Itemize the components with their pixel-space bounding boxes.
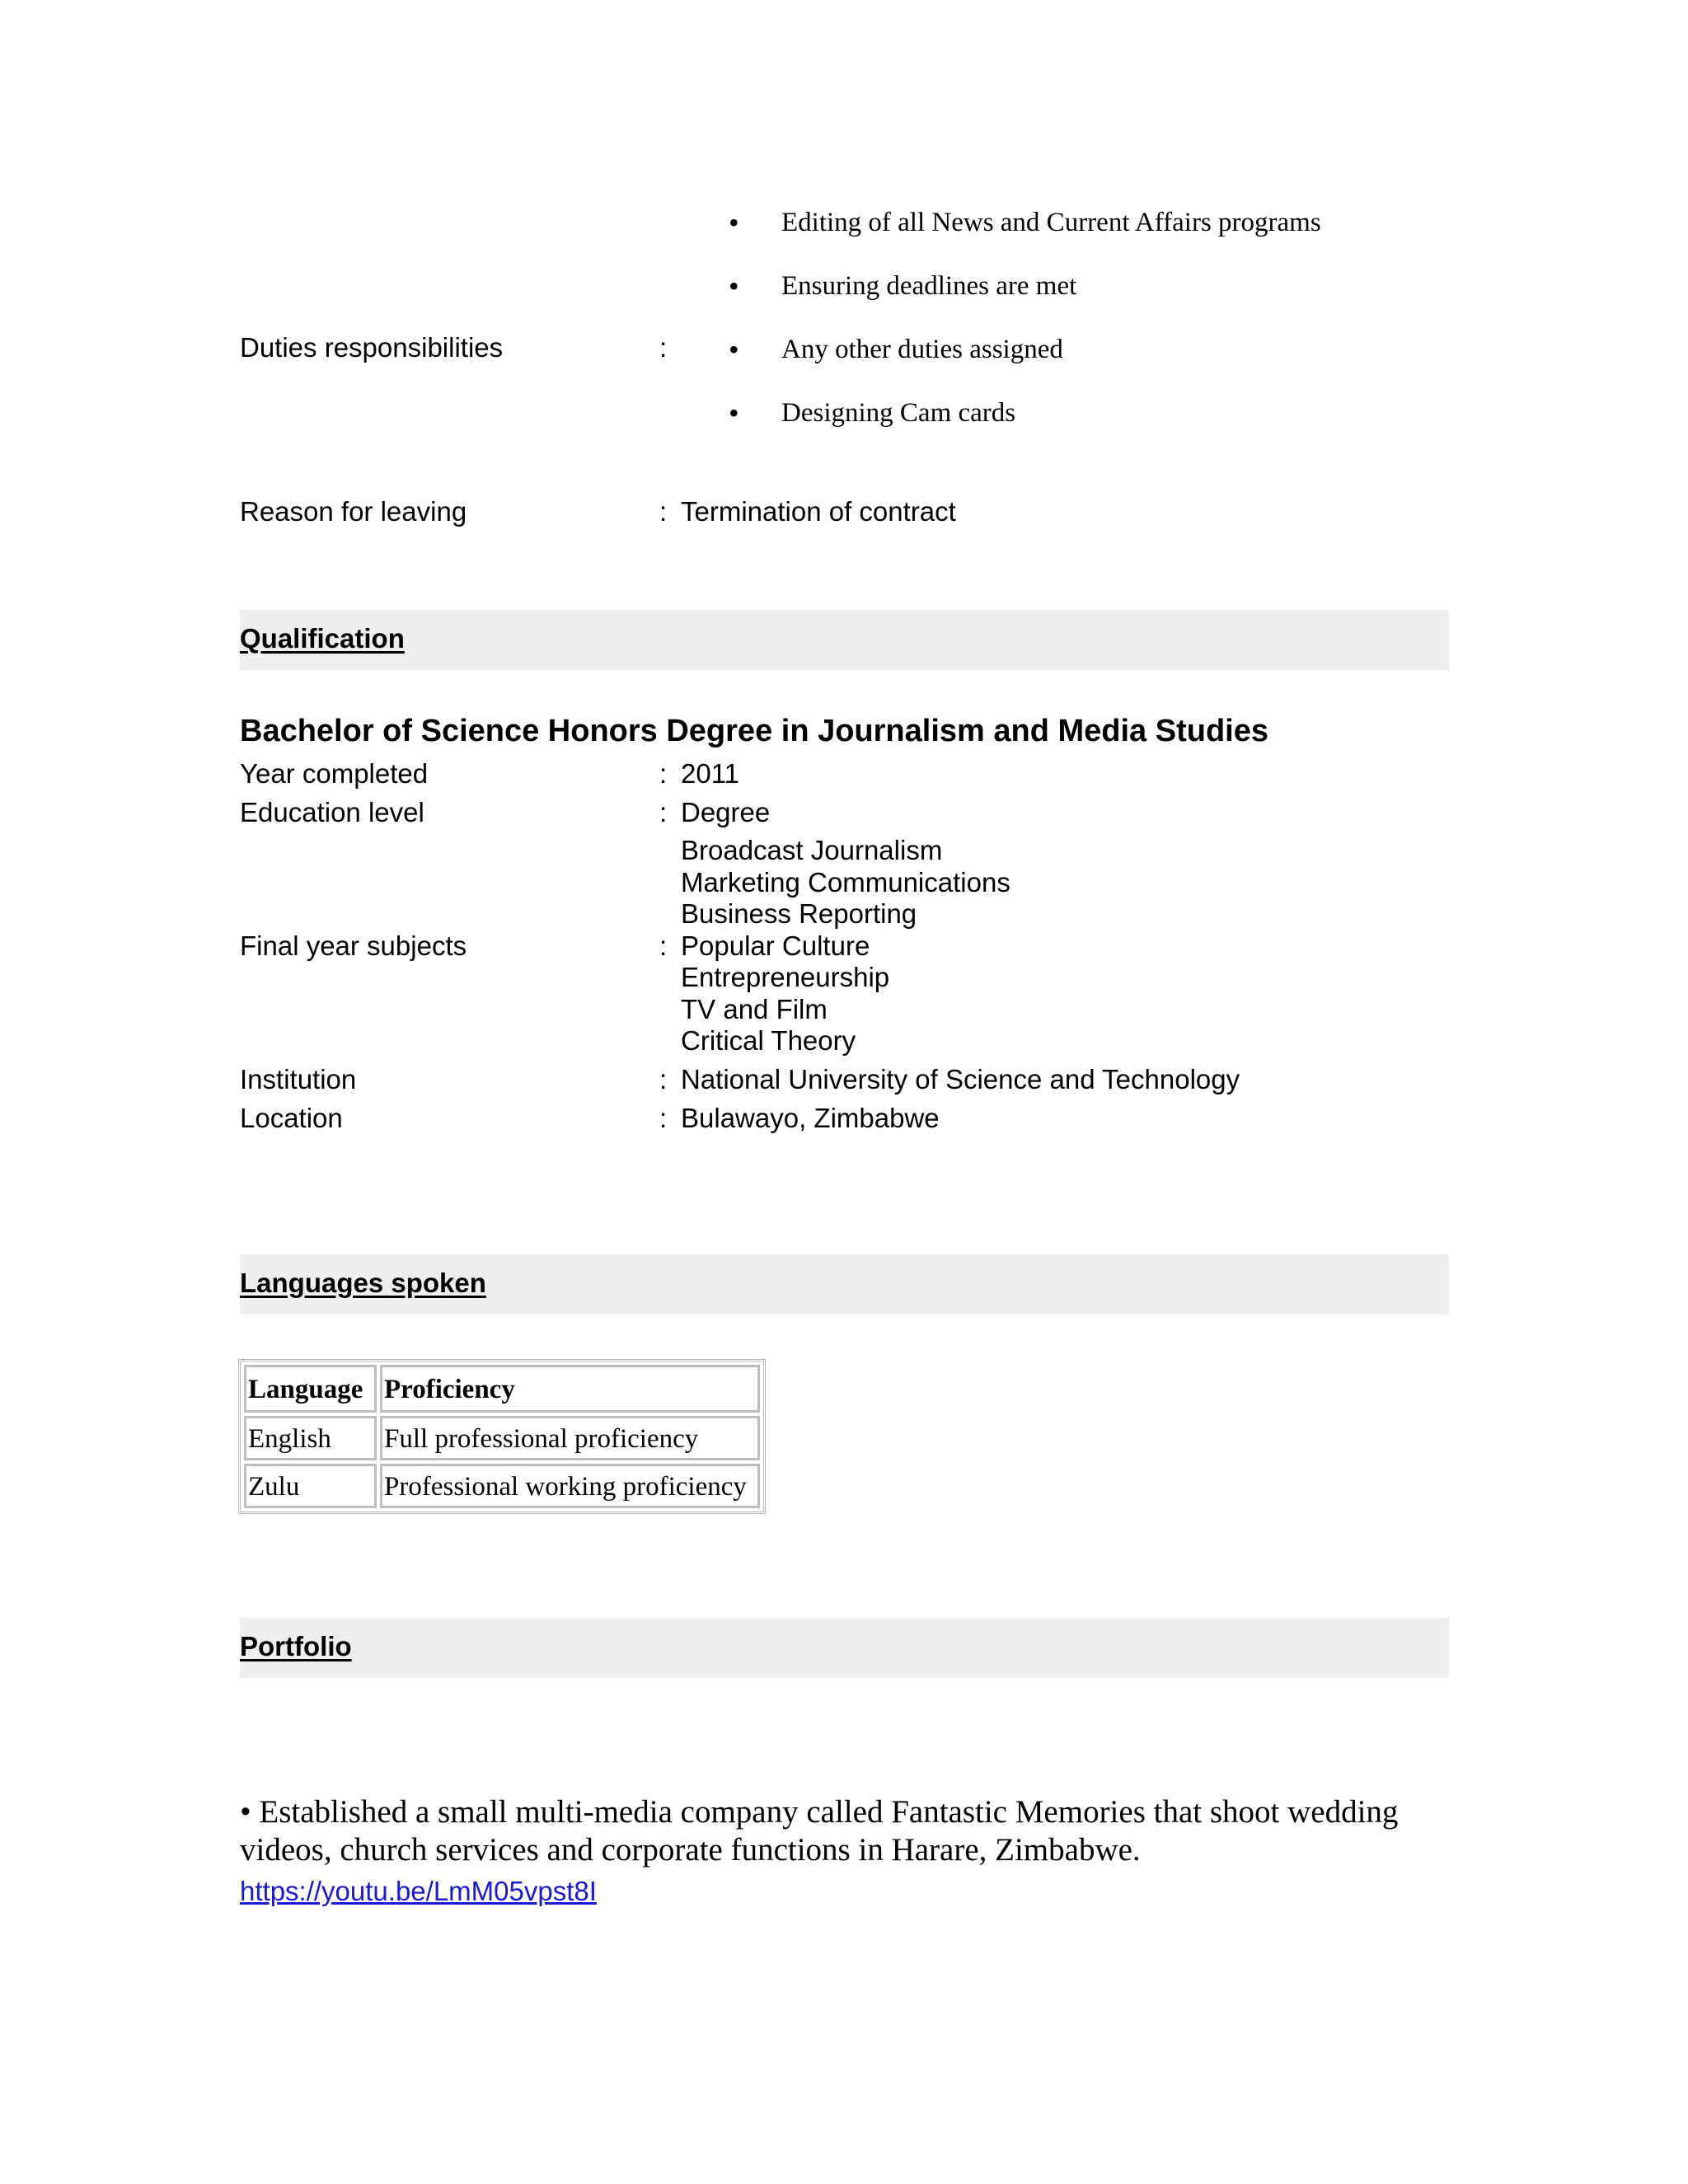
languages-section-bar [240,1254,1449,1315]
reason-value: Termination of contract [681,496,956,527]
table-row [244,1416,760,1460]
year-label: Year completed [240,758,429,789]
subject-item: TV and Film [681,993,828,1024]
subject-item: Business Reporting [681,898,917,929]
bullet-icon: • [729,396,739,429]
institution-value: National University of Science and Technology [681,1064,1240,1094]
language-cell: Zulu [244,1464,377,1508]
duties-list [729,201,1321,455]
subject-item: Marketing Communications [681,866,1010,898]
level-separator: : [659,797,668,827]
portfolio-description: • Established a small multi-media company called Fantastic Memories that shoot wedding videos, church services and corporate functions in Harare, Zimbabwe. [240,1794,1399,1868]
proficiency-cell: Professional working proficiency [380,1464,760,1508]
qualification-heading: Qualification [240,623,405,654]
bullet-icon: • [729,206,739,239]
column-header-language: Language [244,1365,377,1413]
language-cell: English [244,1416,377,1460]
bullet-icon: • [729,269,739,302]
qualification-section-bar [240,610,1449,670]
table-header-row [244,1365,760,1413]
table-row [244,1464,760,1508]
duty-item: • Any other duties assigned [729,328,1321,391]
column-header-proficiency: Proficiency [380,1365,760,1413]
portfolio-section-bar [240,1618,1449,1678]
subject-item: Critical Theory [681,1025,856,1056]
reason-label: Reason for leaving [240,496,467,527]
duty-item: • Ensuring deadlines are met [729,265,1321,328]
languages-table [238,1359,766,1514]
location-label: Location [240,1103,343,1133]
bullet-icon: • [729,333,739,366]
languages-heading: Languages spoken [240,1268,486,1298]
subject-item: Broadcast Journalism [681,835,943,865]
duty-item: • Editing of all News and Current Affairs programs [729,201,1321,265]
proficiency-cell: Full professional proficiency [380,1416,760,1460]
subjects-list [681,835,1010,1057]
subjects-separator: : [659,930,668,961]
institution-separator: : [659,1064,668,1094]
level-label: Education level [240,797,424,827]
duties-separator: : [659,332,668,363]
duty-item: • Designing Cam cards [729,391,1321,455]
portfolio-heading: Portfolio [240,1631,352,1661]
location-separator: : [659,1103,668,1133]
subject-item: Popular Culture [681,930,870,961]
location-value: Bulawayo, Zimbabwe [681,1103,940,1133]
year-value: 2011 [681,758,739,789]
degree-title: Bachelor of Science Honors Degree in Journalism and Media Studies [240,714,1268,748]
portfolio-link[interactable]: https://youtu.be/LmM05vpst8I [240,1876,597,1906]
year-separator: : [659,758,668,789]
duties-label: Duties responsibilities [240,332,504,363]
subject-item: Entrepreneurship [681,962,890,992]
subjects-label: Final year subjects [240,930,467,961]
level-value: Degree [681,797,771,827]
institution-label: Institution [240,1064,357,1094]
reason-separator: : [659,496,668,527]
